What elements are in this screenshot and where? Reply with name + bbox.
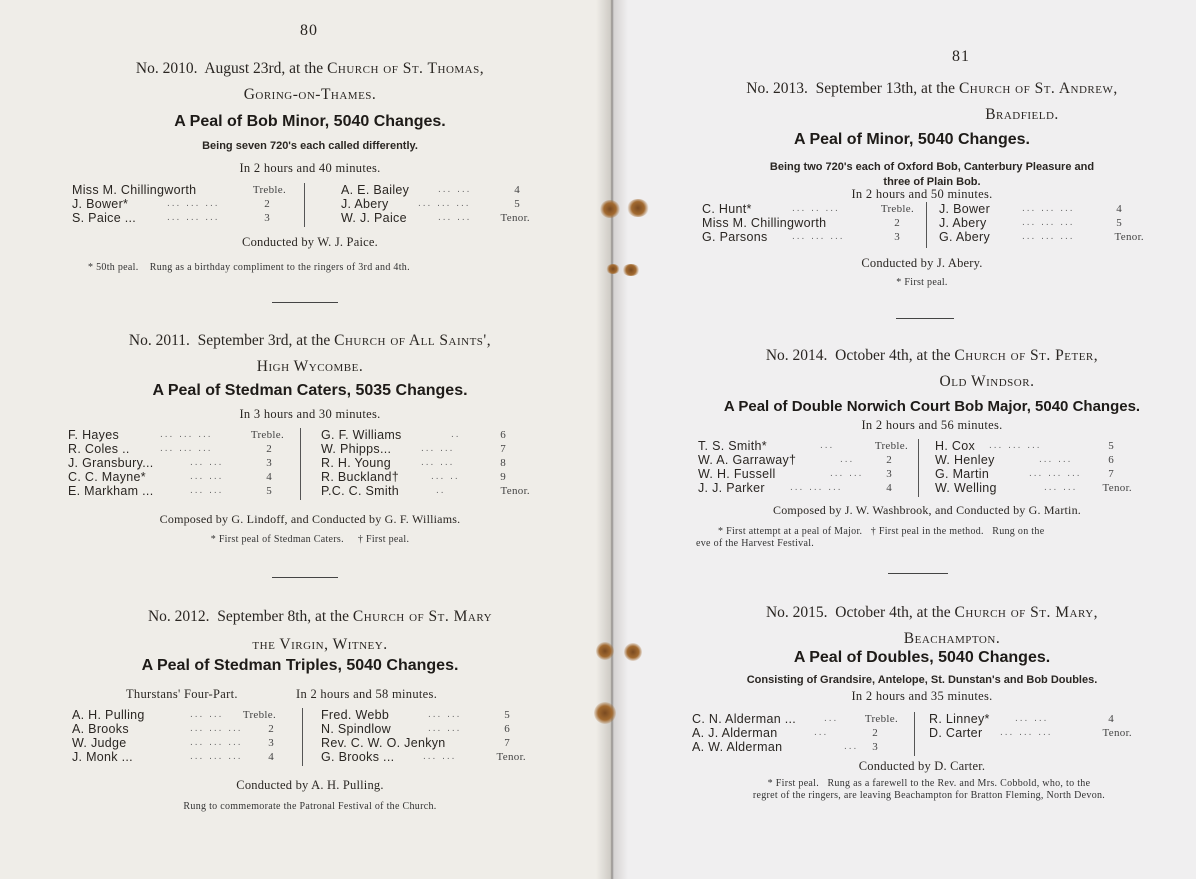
ringer-name: G. Brooks ... bbox=[321, 750, 395, 764]
bell-number: 5 bbox=[504, 709, 510, 721]
ringer-row bbox=[915, 726, 1132, 740]
ringers-left-column bbox=[692, 712, 902, 754]
leader-dots: ... ... ... bbox=[1000, 727, 1053, 738]
peal-date: August 23rd, at the bbox=[204, 60, 324, 77]
bell-number: 4 bbox=[886, 482, 892, 494]
ringer-name: J. J. Parker bbox=[698, 481, 765, 495]
page-number: 80 bbox=[300, 22, 318, 39]
bell-number: 2 bbox=[894, 217, 900, 229]
rust-stain bbox=[606, 264, 620, 274]
page-number: 81 bbox=[952, 48, 970, 65]
peal-title: A Peal of Minor, 5040 Changes. bbox=[794, 131, 1030, 148]
ringer-row bbox=[323, 183, 530, 197]
ringer-name: Rev. C. W. O. Jenkyn bbox=[321, 736, 446, 750]
peal-date: October 4th, at the bbox=[835, 347, 951, 364]
ringer-name: W. J. Paice bbox=[341, 211, 407, 225]
church-place: Bradfield. bbox=[985, 106, 1059, 123]
church-name: Church of St. Peter, bbox=[954, 347, 1099, 364]
bell-number: 3 bbox=[264, 212, 270, 224]
ringer-name: W. Henley bbox=[935, 453, 995, 467]
bell-number: Treble. bbox=[880, 203, 914, 215]
leader-dots: ... ... ... bbox=[190, 723, 243, 734]
ringer-name: S. Paice ... bbox=[72, 211, 137, 225]
leader-dots: ... ... bbox=[421, 457, 455, 468]
bell-number: 3 bbox=[886, 468, 892, 480]
ringer-row bbox=[68, 470, 286, 484]
bell-number: Treble. bbox=[864, 713, 898, 725]
peal-heading bbox=[682, 343, 1182, 395]
ringer-name: Fred. Webb bbox=[321, 708, 390, 722]
church-name: Church of All Saints', bbox=[334, 332, 492, 349]
conducted-by: Conducted by D. Carter. bbox=[858, 759, 986, 773]
ringer-row bbox=[927, 202, 1144, 216]
ringer-row bbox=[698, 439, 908, 453]
ringer-row bbox=[68, 428, 286, 442]
ringers-left-column bbox=[68, 428, 286, 498]
church-place: Goring-on-Thames. bbox=[243, 86, 377, 103]
leader-dots: ... ... bbox=[428, 709, 462, 720]
leader-dots: .. bbox=[436, 485, 446, 496]
ringer-name: C. N. Alderman ... bbox=[692, 712, 797, 726]
bell-number: 2 bbox=[886, 454, 892, 466]
ringer-name: A. E. Bailey bbox=[341, 183, 410, 197]
ringers-left-column bbox=[72, 183, 294, 225]
conducted-by: Conducted by A. H. Pulling. bbox=[236, 778, 384, 792]
peal-footnote: * First peal. bbox=[896, 277, 948, 288]
leader-dots: ... ... bbox=[1039, 454, 1073, 465]
leader-dots: ... bbox=[840, 454, 855, 465]
peal-title: A Peal of Bob Minor, 5040 Changes. bbox=[174, 113, 446, 130]
peal-duration: In 2 hours and 40 minutes. bbox=[239, 161, 381, 175]
ringer-row bbox=[72, 750, 290, 764]
ringer-name: W. Judge bbox=[72, 736, 127, 750]
ringer-name: E. Markham ... bbox=[68, 484, 154, 498]
peal-date: October 4th, at the bbox=[835, 604, 951, 621]
ringers-right-column bbox=[926, 202, 1144, 248]
ringer-row bbox=[692, 712, 902, 726]
leader-dots: ... ... ... bbox=[1022, 231, 1075, 242]
leader-dots: ... ... bbox=[1044, 482, 1078, 493]
peal-heading bbox=[60, 603, 580, 659]
ringer-name: T. S. Smith* bbox=[698, 439, 767, 453]
peal-title: A Peal of Double Norwich Court Bob Major, 5040 Changes. bbox=[723, 398, 1141, 415]
ringer-row bbox=[927, 216, 1144, 230]
ringer-row bbox=[301, 442, 530, 456]
ringer-name: A. W. Alderman bbox=[692, 740, 783, 754]
peal-subtitle-line: three of Plain Bob. bbox=[883, 176, 981, 188]
peal-number: No. 2011. bbox=[128, 332, 190, 349]
church-place: Beachampton. bbox=[903, 630, 1001, 647]
ringers-table bbox=[702, 202, 1162, 248]
ringers-table bbox=[698, 439, 1138, 497]
section-divider bbox=[896, 318, 954, 319]
church-place: the Virgin, Witney. bbox=[252, 636, 388, 653]
ringer-name: A. Brooks bbox=[72, 722, 129, 736]
rust-stain bbox=[600, 200, 620, 218]
peal-number: No. 2013. bbox=[746, 80, 808, 97]
ringer-row bbox=[919, 453, 1132, 467]
bell-number: Treble. bbox=[250, 429, 284, 441]
ringer-name: Miss M. Chillingworth bbox=[72, 183, 197, 197]
leader-dots: ... ... bbox=[830, 468, 864, 479]
ringer-name: J. Gransbury... bbox=[68, 456, 154, 470]
leader-dots: ... ... ... bbox=[1029, 468, 1082, 479]
bell-number: 4 bbox=[1116, 203, 1122, 215]
leader-dots: ... bbox=[824, 713, 839, 724]
bell-number: 8 bbox=[500, 457, 506, 469]
ringers-right-column bbox=[914, 712, 1132, 756]
leader-dots: ... ... ... bbox=[160, 443, 213, 454]
bell-number: 4 bbox=[514, 184, 520, 196]
bell-number: 7 bbox=[500, 443, 506, 455]
peal-footnote bbox=[696, 526, 1166, 550]
bell-number: 2 bbox=[266, 443, 272, 455]
leader-dots: ... ... ... bbox=[418, 198, 471, 209]
ringer-row bbox=[72, 211, 294, 225]
leader-dots: ... bbox=[814, 727, 829, 738]
ringer-name: P.C. C. Smith bbox=[321, 484, 399, 498]
ringer-row bbox=[919, 439, 1132, 453]
church-name: Church of St. Mary, bbox=[954, 604, 1099, 621]
ringer-name: D. Carter bbox=[929, 726, 983, 740]
leader-dots: ... .. ... bbox=[792, 203, 840, 214]
peal-heading bbox=[682, 600, 1182, 652]
leader-dots: ... ... ... bbox=[1022, 203, 1075, 214]
peal-subtitle: Thurstans' Four-Part. bbox=[126, 687, 238, 701]
ringer-row bbox=[702, 216, 914, 230]
conducted-by: Conducted by W. J. Paice. bbox=[242, 235, 378, 249]
bell-number: 7 bbox=[504, 737, 510, 749]
rust-stain bbox=[594, 702, 616, 724]
right-page bbox=[612, 0, 1196, 879]
ringer-row bbox=[303, 736, 526, 750]
leader-dots: ... ... ... bbox=[167, 198, 220, 209]
ringer-name: H. Cox bbox=[935, 439, 976, 453]
leader-dots: ... ... ... bbox=[792, 231, 845, 242]
ringer-name: G. Abery bbox=[939, 230, 991, 244]
ringer-row bbox=[68, 484, 286, 498]
peal-footnote: Rung to commemorate the Patronal Festival of the Church. bbox=[183, 801, 437, 812]
leader-dots: ... ... bbox=[423, 751, 457, 762]
peal-heading bbox=[50, 328, 570, 380]
bell-number: 2 bbox=[872, 727, 878, 739]
ringers-table bbox=[72, 183, 542, 227]
peal-number: No. 2015. bbox=[765, 604, 828, 621]
ringer-name: N. Spindlow bbox=[321, 722, 391, 736]
bell-number: 5 bbox=[514, 198, 520, 210]
ringer-row bbox=[301, 456, 530, 470]
church-name: Church of St. Andrew, bbox=[958, 80, 1118, 97]
peal-footnote-line: * First attempt at a peal of Major. † First peal in the method. Rung on the bbox=[718, 526, 1045, 537]
ringer-row bbox=[915, 712, 1132, 726]
bell-number: Tenor. bbox=[1102, 727, 1132, 739]
peal-footnote-line: * First peal. Rung as a farewell to the Rev. and Mrs. Cobbold, who, to the bbox=[767, 778, 1091, 789]
church-name: Church of St. Mary bbox=[352, 608, 493, 625]
peal-date: September 13th, at the bbox=[815, 80, 956, 97]
leader-dots: ... ... bbox=[190, 485, 224, 496]
leader-dots: ... ... ... bbox=[790, 482, 843, 493]
church-place: High Wycombe. bbox=[256, 358, 364, 375]
ringer-row bbox=[692, 740, 902, 754]
ringer-name: C. Hunt* bbox=[702, 202, 752, 216]
leader-dots: ... ... ... bbox=[160, 429, 213, 440]
ringers-left-column bbox=[698, 439, 908, 495]
section-divider bbox=[272, 302, 338, 303]
peal-subtitle: Consisting of Grandsire, Antelope, St. Dunstan's and Bob Doubles. bbox=[746, 674, 1098, 686]
leader-dots: ... ... bbox=[421, 443, 455, 454]
ringer-row bbox=[301, 470, 530, 484]
bell-number: 3 bbox=[266, 457, 272, 469]
bell-number: 3 bbox=[872, 741, 878, 753]
peal-subtitle bbox=[692, 160, 1172, 190]
bell-number: 2 bbox=[264, 198, 270, 210]
leader-dots: ... .. bbox=[431, 471, 460, 482]
ringer-row bbox=[698, 481, 908, 495]
ringer-row bbox=[303, 722, 526, 736]
peal-footnote bbox=[694, 778, 1164, 802]
ringer-name: R. H. Young bbox=[321, 456, 392, 470]
peal-number: No. 2014. bbox=[765, 347, 828, 364]
leader-dots: ... bbox=[820, 440, 835, 451]
ringer-row bbox=[919, 467, 1132, 481]
ringer-row bbox=[301, 484, 530, 498]
section-divider bbox=[272, 577, 338, 578]
ringer-name: J. Bower bbox=[939, 202, 991, 216]
leader-dots: ... ... ... bbox=[190, 737, 243, 748]
bell-number: 3 bbox=[268, 737, 274, 749]
ringer-row bbox=[698, 467, 908, 481]
ringer-row bbox=[72, 708, 290, 722]
ringer-row bbox=[301, 428, 530, 442]
ringer-row bbox=[919, 481, 1132, 495]
leader-dots: ... ... ... bbox=[989, 440, 1042, 451]
bell-number: 5 bbox=[1108, 440, 1114, 452]
ringer-name: W. Phipps... bbox=[321, 442, 392, 456]
section-divider bbox=[888, 573, 948, 574]
bell-number: Tenor. bbox=[496, 751, 526, 763]
leader-dots: ... ... bbox=[438, 184, 472, 195]
ringer-row bbox=[72, 183, 294, 197]
bell-number: Tenor. bbox=[1102, 482, 1132, 494]
ringers-table bbox=[72, 708, 542, 766]
bell-number: 9 bbox=[500, 471, 506, 483]
bell-number: Tenor. bbox=[500, 212, 530, 224]
bell-number: 4 bbox=[266, 471, 272, 483]
ringer-name: C. C. Mayne* bbox=[68, 470, 146, 484]
conducted-by: Composed by G. Lindoff, and Conducted by G. F. Williams. bbox=[159, 512, 461, 526]
peal-heading bbox=[60, 56, 560, 108]
bell-number: Tenor. bbox=[500, 485, 530, 497]
ringer-name: R. Linney* bbox=[929, 712, 990, 726]
bell-number: 3 bbox=[894, 231, 900, 243]
peal-footnote: * First peal of Stedman Caters. † First peal. bbox=[210, 534, 410, 545]
leader-dots: .. bbox=[451, 429, 461, 440]
ringer-name: W. H. Fussell bbox=[698, 467, 776, 481]
leader-dots: ... ... bbox=[1015, 713, 1049, 724]
ringers-right-column bbox=[300, 428, 530, 500]
ringers-left-column bbox=[702, 202, 914, 244]
ringer-name: Miss M. Chillingworth bbox=[702, 216, 827, 230]
conducted-by: Composed by J. W. Washbrook, and Conducted by G. Martin. bbox=[773, 503, 1081, 517]
leader-dots: ... ... ... bbox=[190, 751, 243, 762]
ringer-name: R. Coles .. bbox=[68, 442, 130, 456]
peal-duration: In 3 hours and 30 minutes. bbox=[239, 407, 381, 421]
bell-number: 7 bbox=[1108, 468, 1114, 480]
ringers-left-column bbox=[72, 708, 290, 764]
ringer-row bbox=[323, 211, 530, 225]
rust-stain bbox=[627, 199, 649, 217]
bell-number: 4 bbox=[1108, 713, 1114, 725]
ringer-row bbox=[72, 197, 294, 211]
leader-dots: ... ... ... bbox=[167, 212, 220, 223]
leader-dots: ... ... ... bbox=[1022, 217, 1075, 228]
ringer-row bbox=[72, 736, 290, 750]
leader-dots: ... ... bbox=[438, 212, 472, 223]
peal-number: No. 2010. bbox=[135, 60, 198, 77]
peal-subtitle: Being seven 720's each called differently. bbox=[202, 140, 418, 152]
peal-duration: In 2 hours and 50 minutes. bbox=[851, 187, 993, 201]
bell-number: Treble. bbox=[874, 440, 908, 452]
leader-dots: ... ... bbox=[190, 457, 224, 468]
bell-number: 6 bbox=[500, 429, 506, 441]
peal-duration: In 2 hours and 35 minutes. bbox=[851, 689, 993, 703]
ringers-right-column bbox=[304, 183, 530, 227]
ringer-row bbox=[303, 750, 526, 764]
bell-number: Treble. bbox=[242, 709, 276, 721]
ringer-name: G. Martin bbox=[935, 467, 990, 481]
bell-number: 4 bbox=[268, 751, 274, 763]
bell-number: 2 bbox=[268, 723, 274, 735]
ringer-name: J. Abery bbox=[341, 197, 389, 211]
book-gutter bbox=[596, 0, 628, 879]
leader-dots: ... ... bbox=[190, 709, 224, 720]
rust-stain bbox=[622, 264, 640, 276]
leader-dots: ... bbox=[844, 741, 859, 752]
ringer-row bbox=[68, 456, 286, 470]
ringer-row bbox=[303, 708, 526, 722]
ringers-table bbox=[692, 712, 1132, 756]
peal-heading bbox=[692, 76, 1172, 128]
ringers-table bbox=[68, 428, 538, 500]
bell-number: 5 bbox=[1116, 217, 1122, 229]
ringers-right-column bbox=[302, 708, 526, 766]
ringer-row bbox=[68, 442, 286, 456]
conducted-by: Conducted by J. Abery. bbox=[861, 256, 983, 270]
ringer-row bbox=[323, 197, 530, 211]
ringer-name: J. Monk ... bbox=[72, 750, 133, 764]
bell-number: 6 bbox=[1108, 454, 1114, 466]
ringer-name: R. Buckland† bbox=[321, 470, 399, 484]
peal-duration: In 2 hours and 58 minutes. bbox=[296, 687, 438, 701]
rust-stain bbox=[596, 642, 614, 660]
ringer-name: J. Abery bbox=[939, 216, 987, 230]
peal-title: A Peal of Stedman Caters, 5035 Changes. bbox=[152, 382, 468, 399]
ringer-name: F. Hayes bbox=[68, 428, 120, 442]
ringer-name: G. Parsons bbox=[702, 230, 768, 244]
ringer-name: W. A. Garraway† bbox=[698, 453, 797, 467]
bell-number: 6 bbox=[504, 723, 510, 735]
bell-number: Treble. bbox=[252, 184, 286, 196]
peal-title: A Peal of Stedman Triples, 5040 Changes. bbox=[141, 657, 459, 674]
bell-number: 5 bbox=[266, 485, 272, 497]
ringer-row bbox=[72, 722, 290, 736]
peal-date: September 3rd, at the bbox=[197, 332, 331, 349]
peal-footnote: * 50th peal. Rung as a birthday compliment to the ringers of 3rd and 4th. bbox=[88, 262, 410, 273]
leader-dots: ... ... bbox=[428, 723, 462, 734]
ringer-name: A. H. Pulling bbox=[72, 708, 145, 722]
leader-dots: ... ... bbox=[190, 471, 224, 482]
ringer-name: A. J. Alderman bbox=[692, 726, 778, 740]
rust-stain bbox=[624, 643, 642, 661]
church-name: Church of St. Thomas, bbox=[327, 60, 485, 77]
peal-title: A Peal of Doubles, 5040 Changes. bbox=[793, 649, 1051, 666]
ringer-row bbox=[698, 453, 908, 467]
peal-subtitle-line: Being two 720's each of Oxford Bob, Canterbury Pleasure and bbox=[769, 161, 1095, 173]
ringer-row bbox=[702, 230, 914, 244]
ringer-name: W. Welling bbox=[935, 481, 997, 495]
ringer-row bbox=[927, 230, 1144, 244]
peal-number: No. 2012. bbox=[147, 608, 210, 625]
peal-footnote-line: eve of the Harvest Festival. bbox=[696, 538, 815, 549]
ringer-name: J. Bower* bbox=[72, 197, 129, 211]
ringer-row bbox=[702, 202, 914, 216]
peal-footnote-line: regret of the ringers, are leaving Beachampton for Bratton Fleming, North Devon. bbox=[752, 790, 1106, 801]
bell-number: Tenor. bbox=[1114, 231, 1144, 243]
ringers-right-column bbox=[918, 439, 1132, 497]
ringer-name: G. F. Williams bbox=[321, 428, 402, 442]
peal-date: September 8th, at the bbox=[217, 608, 349, 625]
church-place: Old Windsor. bbox=[939, 373, 1035, 390]
peal-duration: In 2 hours and 56 minutes. bbox=[861, 418, 1003, 432]
ringer-row bbox=[692, 726, 902, 740]
